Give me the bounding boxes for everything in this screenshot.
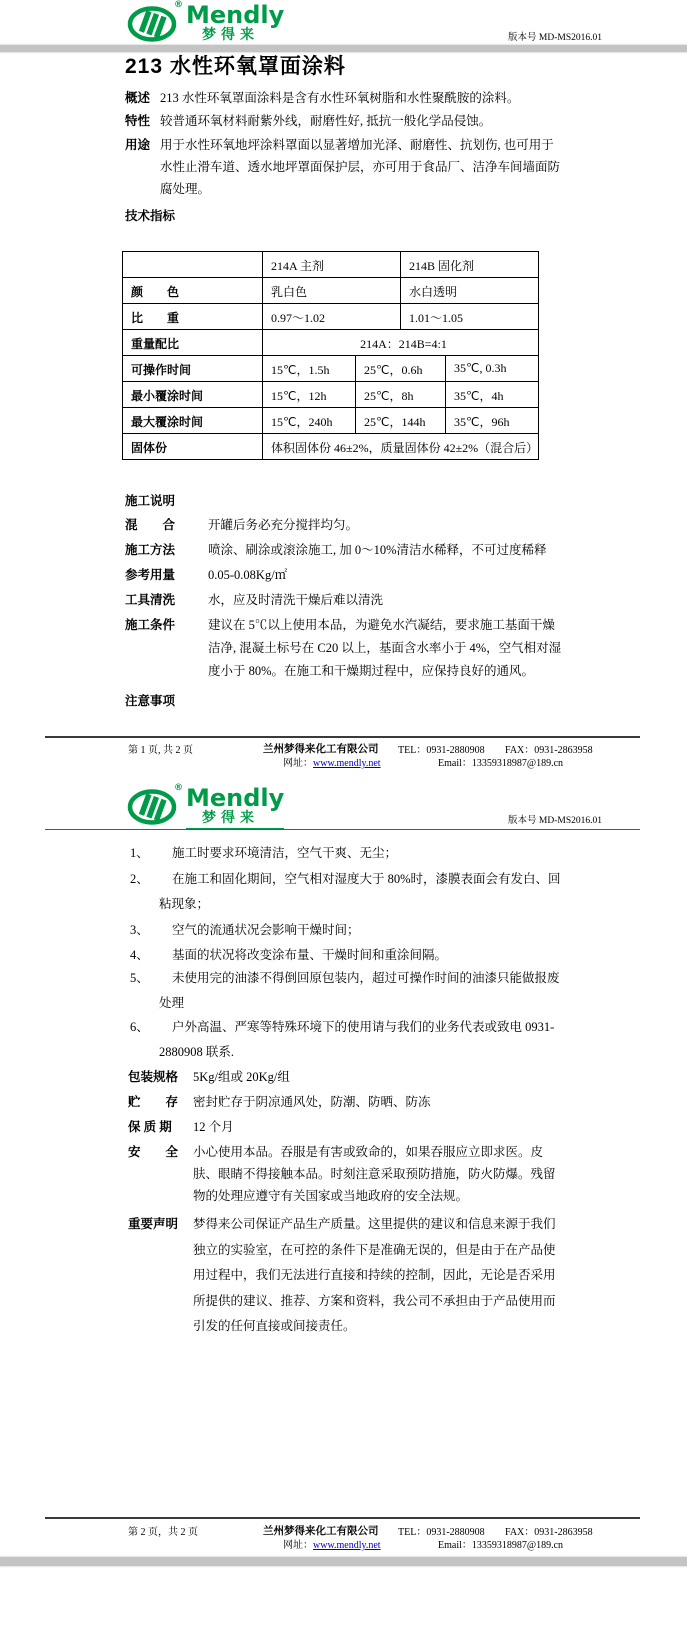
website-row: [283, 1536, 381, 1551]
construction-heading: 施工说明: [125, 494, 176, 508]
cell-component-a: 214A 主剂: [263, 252, 401, 278]
footer-line2-page2: [45, 1536, 640, 1550]
company-name: 兰州梦得来化工有限公司: [263, 744, 379, 755]
table-row-ratio: 重量配比 214A：214B=4:1: [123, 330, 539, 356]
footer-line2-page1: [45, 754, 640, 768]
tech-spec-table: [122, 251, 539, 460]
note-item-3: 3、 空气的流通状况会影响干燥时间；: [130, 923, 360, 937]
table-row-solids: 固体份 体积固体份 46±2%，质量固体份 42±2%（混合后）: [123, 434, 539, 460]
packing-row: 包装规格 5Kg/组或 20Kg/组: [128, 1070, 290, 1084]
overview-text: 213 水性环氧罩面涂料是含有水性环氧树脂和水性聚酰胺的涂料。: [160, 91, 520, 105]
cell-blank: [123, 252, 263, 278]
feature-text: 较普通环氧材料耐紫外线，耐磨性好, 抵抗一般化学品侵蚀。: [160, 114, 492, 128]
note-item-1: 1、 施工时要求环境清洁，空气干爽、无尘；: [130, 846, 398, 860]
email-label: Email：13359318987@189.cn: [438, 1540, 564, 1551]
dosage-row: 参考用量 0.05-0.08Kg/㎡: [125, 568, 288, 582]
cleaning-row: 工具清洗 水，应及时清洗干燥后难以清洗: [125, 593, 384, 607]
table-row-header: [123, 252, 539, 278]
overview-section: [125, 87, 565, 109]
notes-heading: 注意事项: [125, 694, 176, 708]
usage-section: [125, 134, 565, 200]
cell-component-b: 214B 固化剂: [401, 252, 539, 278]
registered-mark: ®: [174, 783, 183, 793]
statement-row: 重要声明 梦得来公司保证产品生产质量。这里提供的建议和信息来源于我们独立的实验室，在可控的条件下是准确无误的，但是由于在产品使用过程中，我们无法进行直接和持续的控制，因此，无论是否采用所提供的建议、推荐、方案和资料，我公司不承担由于产品使用而引发的任何直接或间接责任。: [128, 1217, 556, 1333]
overview-label: 概述: [125, 91, 151, 105]
mendly-logo: [127, 0, 285, 47]
footer-rule-page2: [45, 1517, 640, 1519]
table-row-min-recoat: 最小覆涂时间 15℃，12h 25℃，8h 35℃，4h: [123, 382, 539, 408]
note-item-6: 6、 户外高温、严寒等特殊环境下的使用请与我们的业务代表或致电 0931-2880908 联系.: [130, 1020, 555, 1059]
mendly-ellipse-icon: [127, 783, 183, 826]
footer-line1-page1: [45, 741, 640, 755]
mix-row: 混 合 开罐后务必充分搅拌均匀。: [125, 518, 359, 532]
note-item-5: 5、 未使用完的油漆不得倒回原包装内，超过可操作时间的油漆只能做报废处理: [130, 971, 560, 1010]
conditions-row: 施工条件 建议在 5℃以上使用本品，为避免水汽凝结，要求施工基面干燥洁净, 混凝土标号在 C20 以上，基面含水率小于 4%，空气相对湿度小于 80%。在施工和干燥期过程中，应保持良好的通风。: [125, 618, 562, 678]
table-row-gravity: 比 重 0.97～1.02 1.01～1.05: [123, 304, 539, 330]
brand-name-en: Mendly: [186, 784, 285, 812]
footer-line1-page2: [45, 1523, 640, 1537]
table-row-color: 颜 色 乳白色 水白透明: [123, 278, 539, 304]
fax-label: FAX：0931-2863958: [505, 1527, 593, 1538]
tel-label: TEL：0931-2880908: [398, 1527, 485, 1538]
usage-label: 用途: [125, 138, 151, 152]
table-row-max-recoat: 最大覆涂时间 15℃，240h 25℃，144h 35℃，96h: [123, 408, 539, 434]
mendly-ellipse-icon: [127, 0, 183, 43]
company-name: 兰州梦得来化工有限公司: [263, 1526, 379, 1537]
fax-label: FAX：0931-2863958: [505, 745, 593, 756]
table-row-pot-life: 可操作时间 15℃，1.5h 25℃，0.6h 35℃, 0.3h: [123, 356, 539, 382]
note-item-4: 4、 基面的状况将改变涂布量、干燥时间和重涂间隔。: [130, 948, 448, 962]
website-link[interactable]: www.mendly.net: [313, 758, 381, 769]
mendly-logo-page2: [127, 783, 285, 830]
product-title: 213 水性环氧罩面涂料: [125, 55, 346, 78]
page-number: 第 1 页, 共 2 页: [128, 745, 193, 756]
version-label-page2: 版本号 MD-MS2016.01: [508, 816, 602, 826]
feature-label: 特性: [125, 114, 151, 128]
header-rule-page2: [45, 829, 640, 830]
tel-label: TEL：0931-2880908: [398, 745, 485, 756]
website-label: 网址：: [283, 758, 313, 769]
usage-text: 用于水性环氧地坪涂料罩面以显著增加光泽、耐磨性、抗划伤, 也可用于水性止滑车道、透水地坪罩面保护层，亦可用于食品厂、洁净车间墙面防腐处理。: [160, 138, 561, 196]
note-item-2: 2、 在施工和固化期间，空气相对湿度大于 80%时，漆膜表面会有发白、回粘现象；: [130, 872, 561, 911]
storage-row: 贮 存 密封贮存于阴凉通风处，防潮、防晒、防冻: [128, 1095, 431, 1109]
tech-heading: 技术指标: [125, 209, 176, 223]
method-row: 施工方法 喷涂、刷涂或滚涂施工, 加 0～10%清洁水稀释，不可过度稀释: [125, 543, 547, 557]
registered-mark: ®: [174, 0, 183, 10]
feature-section: [125, 110, 565, 132]
website-link[interactable]: www.mendly.net: [313, 1540, 381, 1551]
brand-name-en: Mendly: [186, 1, 285, 29]
footer-rule-page1: [45, 736, 640, 738]
page-number: 第 2 页，共 2 页: [128, 1527, 198, 1538]
page-edge-band-bottom: [0, 1557, 687, 1566]
brand-name-cn: 梦得来: [186, 28, 284, 47]
shelf-life-row: 保 质 期 12 个月: [128, 1120, 234, 1134]
website-row: [283, 754, 381, 769]
email-label: Email：13359318987@189.cn: [438, 758, 564, 769]
safety-row: 安 全 小心使用本品。吞服是有害或致命的，如果吞服应立即求医。皮肤、眼睛不得接触本品。时刻注意采取预防措施，防火防爆。残留物的处理应遵守有关国家或当地政府的安全法规。: [128, 1145, 556, 1203]
version-label: 版本号 MD-MS2016.01: [508, 33, 602, 43]
website-label: 网址：: [283, 1540, 313, 1551]
brand-name-cn: 梦得来: [186, 811, 284, 830]
